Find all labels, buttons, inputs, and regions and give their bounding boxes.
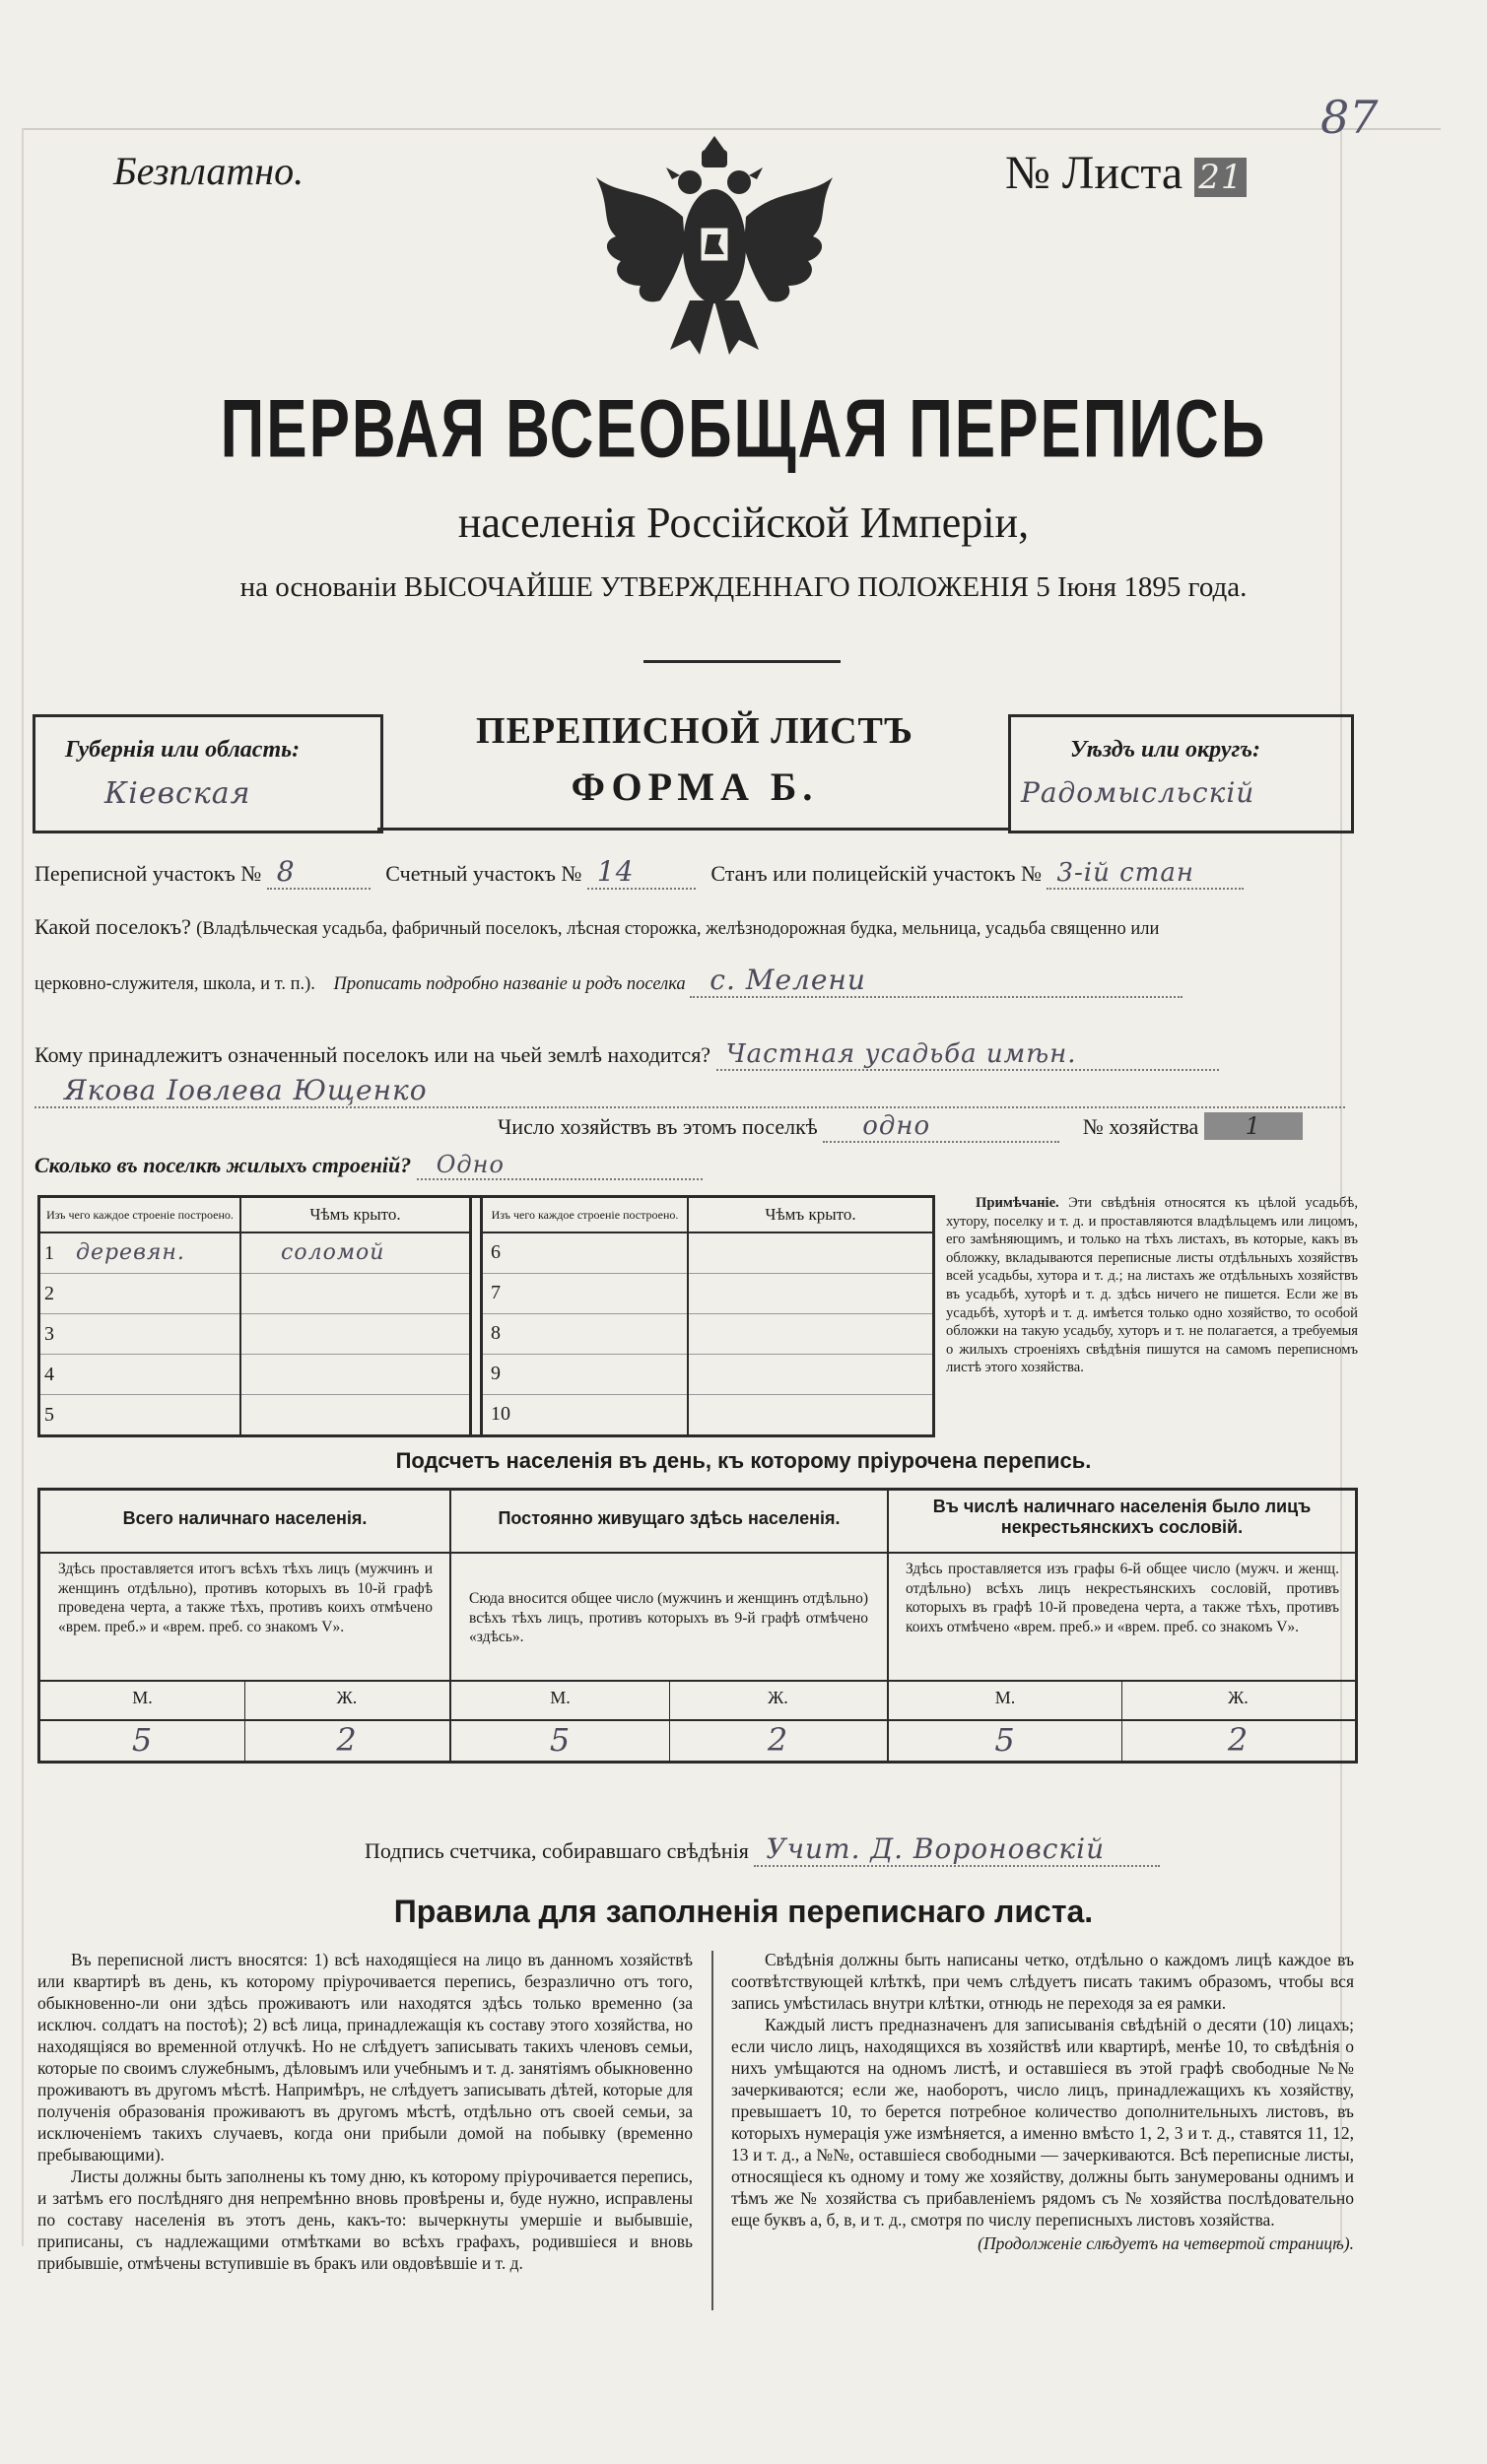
building-number: 2 — [44, 1283, 54, 1304]
gubernia-label: Губернія или область: — [65, 737, 301, 763]
schet-label: Счетный участокъ № — [385, 861, 582, 886]
count-title: Подсчетъ населенія въ день, къ которому пріурочена перепись. — [395, 1448, 1092, 1473]
owner-row — [34, 1039, 1355, 1071]
building-material-cell — [40, 1232, 240, 1273]
building-number: 9 — [491, 1363, 501, 1384]
owner-value-2: Якова Іовлева Ющенко — [34, 1074, 1345, 1108]
table-mid-divider — [469, 1198, 483, 1434]
owner-question: Кому принадлежитъ означенный поселокъ или на чьей землѣ находится? — [34, 1042, 711, 1067]
count-head-line — [40, 1552, 1355, 1554]
poselok-value: с. Мелени — [690, 964, 1183, 998]
buildings-right-rows — [483, 1232, 932, 1434]
male-count-value: 5 — [549, 1721, 572, 1759]
schet-value: 14 — [587, 855, 696, 890]
signature-row — [365, 1832, 1350, 1867]
building-number: 4 — [44, 1364, 54, 1385]
col1-text: Здѣсь проставляется итогъ всѣхъ тѣхъ лицъ (мужчинъ и женщинъ отдѣльно), противъ которыхъ въ 10-й графѣ проведена черта, а также тѣхъ, противъ коихъ отмѣчено «врем. преб.» и «врем. преб. со знакомъ V». — [58, 1561, 433, 1635]
col2-text: Сюда вносится общее число (мужчинъ и женщинъ отдѣльно) всѣхъ тѣхъ лицъ, противъ которыхъ въ 9-й графѣ отмѣчено «здѣсь». — [469, 1590, 868, 1645]
page-number: 87 — [1320, 91, 1379, 144]
note-text: Эти свѣдѣнія относятся къ цѣлой усадьбѣ, хутору, поселку и т. д. и проставляются владѣльцемъ или лицомъ, его замѣняющимъ, и только на тѣхъ листахъ, въ которые, какъ въ обложку, вкладываются переписные листы отдѣльныхъ хозяйствъ всей усадьбы, хутора и т. д.; на листахъ же отдѣльныхъ хозяйствъ въ усадьбѣ, хуторѣ и т. д. здѣсь ничего не пишется. Если же въ усадьбѣ, хуторѣ и т. д. имѣется только одно хозяйство, то особой обложки на такую усадьбу, хуторъ и т. не полагается, а требуемыя о жилыхъ строеніяхъ свѣдѣнія пишутся на самомъ переписномъ листѣ этого хозяйства. — [946, 1195, 1358, 1376]
building-material-cell — [40, 1354, 240, 1394]
buildings-row-item — [483, 1354, 932, 1394]
building-number: 6 — [491, 1241, 501, 1264]
buildings-row-item — [483, 1313, 932, 1354]
buildings-row-item — [40, 1273, 469, 1313]
building-roof-cell — [240, 1273, 469, 1313]
divider — [643, 660, 841, 663]
female-header: Ж. — [336, 1688, 358, 1707]
count-mf-line — [40, 1680, 1355, 1682]
owner-value-1: Частная усадьба имѣн. — [716, 1039, 1219, 1071]
rules-left-p1: Въ переписной листъ вносятся: 1) всѣ находящіеся на лицо въ данномъ хозяйствѣ или квартирѣ въ день, къ которому пріурочивается перепись, безразлично отъ того, обыкновенно-ли они здѣсь проживаютъ или находятся здѣсь только временно (за исключ. солдатъ на постоѣ); 2) всѣ лица, принадлежащія къ составу этого хозяйства, но находящіяся во временной отлучкѣ. Но не слѣдуетъ записывать такихъ членовъ семьи, которые по своимъ служебнымъ, дѣловымъ или учебнымъ и т. д. занятіямъ обыкновенно проживаютъ въ другомъ мѣстѣ. Напримѣръ, не слѣдуетъ записывать дѣтей, которые для полученія образованія проживаютъ въ другомъ мѣстѣ, отдѣльно отъ своей семьи, за исключеніемъ такихъ случаевъ, когда они прибыли домой на побывку (временно пребывающими). — [37, 1950, 693, 2164]
uezd-value: Радомысльскій — [1021, 776, 1255, 809]
form-title: ФОРМА Б. — [571, 765, 819, 809]
basis-line: на основаніи ВЫСОЧАЙШЕ УТВЕРЖДЕННАГО ПОЛОЖЕНІЯ 5 Іюня 1895 года. — [239, 571, 1248, 603]
male-header: М. — [994, 1688, 1016, 1707]
rules-divider — [711, 1951, 713, 2310]
building-material-cell — [40, 1273, 240, 1313]
col3-text: Здѣсь проставляется изъ графы 6-й общее число (мужч. и женщ. отдѣльно) всѣхъ лицъ некрестьянскихъ сословій, противъ которыхъ въ графѣ 10-й проведена черта, а также тѣхъ, противъ коихъ отмѣчено «врем. преб.» и «врем. преб. со знакомъ V». — [906, 1561, 1339, 1635]
poselok-hint-2: церковно-служителя, школа, и т. п.). — [34, 974, 315, 994]
households-value: одно — [823, 1111, 1059, 1143]
buildings-left-rows — [40, 1232, 469, 1434]
sheet-title: ПЕРЕПИСНОЙ ЛИСТЪ — [476, 710, 913, 752]
count-table — [37, 1488, 1358, 1764]
buildings-row-item — [483, 1394, 932, 1434]
building-roof-cell — [688, 1354, 932, 1394]
female-count-value: 2 — [1227, 1721, 1250, 1759]
building-roof-cell — [240, 1394, 469, 1434]
building-roof-cell — [240, 1313, 469, 1354]
building-roof-cell — [240, 1232, 469, 1273]
buildings-label: Сколько въ поселкѣ жилыхъ строеній? — [34, 1153, 412, 1177]
buildings-row-item — [40, 1313, 469, 1354]
col-material-header: Изъ чего каждое строеніе построено. — [40, 1198, 240, 1232]
building-number: 8 — [491, 1322, 501, 1344]
perepis-value: 8 — [267, 855, 371, 890]
sheet-number-value: 21 — [1194, 158, 1247, 197]
building-roof-cell — [240, 1354, 469, 1394]
households-row — [498, 1111, 1355, 1143]
building-number: 7 — [491, 1282, 501, 1303]
stan-label: Станъ или полицейскій участокъ № — [710, 861, 1042, 886]
rules-continued: (Продолженіе слѣдуетъ на четвертой страницѣ). — [978, 2233, 1354, 2253]
col2-head: Постоянно живущаго здѣсь населенія. — [498, 1508, 841, 1528]
poselok-instruction: Прописать подробно названіе и родъ поселка — [333, 974, 686, 994]
male-header: М. — [550, 1688, 571, 1707]
sheet-number-text: № Листа — [1005, 147, 1183, 199]
rules-left-column — [37, 1949, 693, 2274]
col-roof-header: Чѣмъ крыто. — [240, 1198, 469, 1232]
building-number: 10 — [491, 1403, 510, 1426]
buildings-row-item — [483, 1232, 932, 1273]
poselok-question: Какой поселокъ? — [34, 914, 191, 939]
households-label: Число хозяйствъ въ этомъ поселкѣ — [498, 1114, 818, 1139]
col1-head: Всего наличнаго населенія. — [122, 1508, 368, 1528]
building-number: 1 — [44, 1242, 54, 1265]
building-number: 5 — [44, 1404, 54, 1427]
building-roof-cell — [688, 1273, 932, 1313]
household-no-label: № хозяйства — [1082, 1114, 1199, 1139]
rules-right-p1: Свѣдѣнія должны быть написаны четко, отдѣльно о каждомъ лицѣ каждое въ соотвѣтствующей клѣткѣ, при чемъ слѣдуетъ писать такимъ образомъ, чтобы вся запись умѣстилась внутри клѣтки, отнюдь не переходя за ея рамки. — [731, 1950, 1354, 2013]
male-header: М. — [132, 1688, 153, 1707]
building-roof-cell — [688, 1313, 932, 1354]
building-material-cell — [483, 1313, 688, 1354]
buildings-row — [34, 1151, 921, 1180]
buildings-value: Одно — [417, 1151, 703, 1180]
perepis-row — [34, 855, 1345, 890]
buildings-table — [37, 1195, 935, 1437]
rules-left-p2: Листы должны быть заполнены къ тому дню, къ которому пріурочивается перепись, и затѣмъ его послѣдняго дня непремѣнно вновь провѣрены и, буде нужно, исправлены по составу населенія въ этотъ день, какъ-то: вычеркнуты умершіе и выбывшіе, приписаны, съ надлежащими отмѣтками во всѣхъ графахъ, родившіеся и вновь прибывшіе, отмѣчены вступившіе въ бракъ или овдовѣвшіе и т. д. — [37, 2166, 693, 2273]
main-title: ПЕРВАЯ ВСЕОБЩАЯ ПЕРЕПИСЬ — [220, 383, 1267, 476]
signature-value: Учит. Д. Вороновскій — [754, 1832, 1160, 1867]
note-block — [946, 1194, 1358, 1377]
building-number: 3 — [44, 1323, 54, 1345]
female-header: Ж. — [1228, 1688, 1249, 1707]
building-roof-cell — [688, 1394, 932, 1434]
household-no-value: 1 — [1204, 1112, 1303, 1140]
male-count-value: 5 — [131, 1721, 154, 1759]
free-label: Безплатно. — [113, 149, 304, 193]
uezd-box — [1008, 714, 1354, 833]
rules-right-column — [731, 1949, 1354, 2254]
building-material-cell — [483, 1232, 688, 1273]
buildings-row-item — [483, 1273, 932, 1313]
col-material-header-right: Изъ чего каждое строеніе построено. — [483, 1198, 688, 1232]
female-count-value: 2 — [767, 1721, 789, 1759]
building-material-cell — [40, 1313, 240, 1354]
rules-title: Правила для заполненія переписнаго листа. — [393, 1894, 1094, 1929]
header-bottom-line — [377, 828, 1008, 831]
sheet-number-label — [1005, 146, 1247, 200]
buildings-row-item — [40, 1232, 469, 1273]
gubernia-box — [33, 714, 383, 833]
building-material-cell — [40, 1394, 240, 1434]
stan-value: 3-ій стан — [1047, 858, 1244, 890]
subtitle: населенія Россійской Имперіи, — [457, 499, 1030, 547]
col-roof-header-right: Чѣмъ крыто. — [688, 1198, 932, 1232]
buildings-row-item — [40, 1394, 469, 1434]
rules-right-p2: Каждый листъ предназначенъ для записыванія свѣдѣній о десяти (10) лицахъ; если число лицъ, находящихся въ хозяйствѣ или квартирѣ, менѣе 10, то свѣдѣнія о нихъ умѣщаются на одномъ листѣ, и оставшіеся въ этой графѣ свободные №№ зачеркиваются; если же, наоборотъ, число лицъ, принадлежащихъ къ хозяйству, превышаетъ 10, то берется потребное количество дополнительныхъ листовъ, въ которыхъ нумерація уже измѣняется, а именно вмѣсто 1, 2, 3 и т. д., ставятся 11, 12, 13 и т. д., а №№, оставшіеся свободными — зачеркиваются. Всѣ переписные листы, относящіеся къ одному и тому же хозяйству, должны быть занумерованы однимъ и тѣмъ же № хозяйства съ прибавленіемъ рядомъ съ № хозяйства послѣдовательно еще буквъ а, б, в, и т. д., смотря по числу переписныхъ листовъ хозяйства. — [731, 2015, 1354, 2230]
male-count-value: 5 — [994, 1721, 1016, 1759]
female-count-value: 2 — [336, 1721, 358, 1759]
gubernia-value: Кіевская — [104, 776, 251, 811]
poselok-row — [34, 914, 1360, 940]
poselok-row-2 — [34, 964, 1355, 998]
buildings-table-left — [40, 1198, 469, 1434]
poselok-hint: (Владѣльческая усадьба, фабричный поселокъ, лѣсная сторожка, желѣзнодорожная будка, мельница, усадьба священно или — [196, 919, 1160, 939]
building-material-cell — [483, 1273, 688, 1313]
imperial-eagle-emblem — [591, 128, 838, 365]
female-header: Ж. — [768, 1688, 788, 1707]
building-roof-value: соломой — [281, 1240, 385, 1266]
buildings-row-item — [40, 1354, 469, 1394]
buildings-table-right — [483, 1198, 932, 1434]
signature-label: Подпись счетчика, собиравшаго свѣдѣнія — [365, 1838, 749, 1863]
building-material-value: деревян. — [76, 1240, 185, 1266]
building-material-cell — [483, 1394, 688, 1434]
col3-head: Въ числѣ наличнаго населенія было лицъ некрестьянскихъ сословій. — [932, 1497, 1312, 1537]
uezd-label: Уѣздъ или округъ: — [1070, 737, 1260, 763]
building-material-cell — [483, 1354, 688, 1394]
perepis-label: Переписной участокъ № — [34, 861, 262, 886]
note-head: Примѣчаніе. — [976, 1195, 1059, 1211]
building-roof-cell — [688, 1232, 932, 1273]
